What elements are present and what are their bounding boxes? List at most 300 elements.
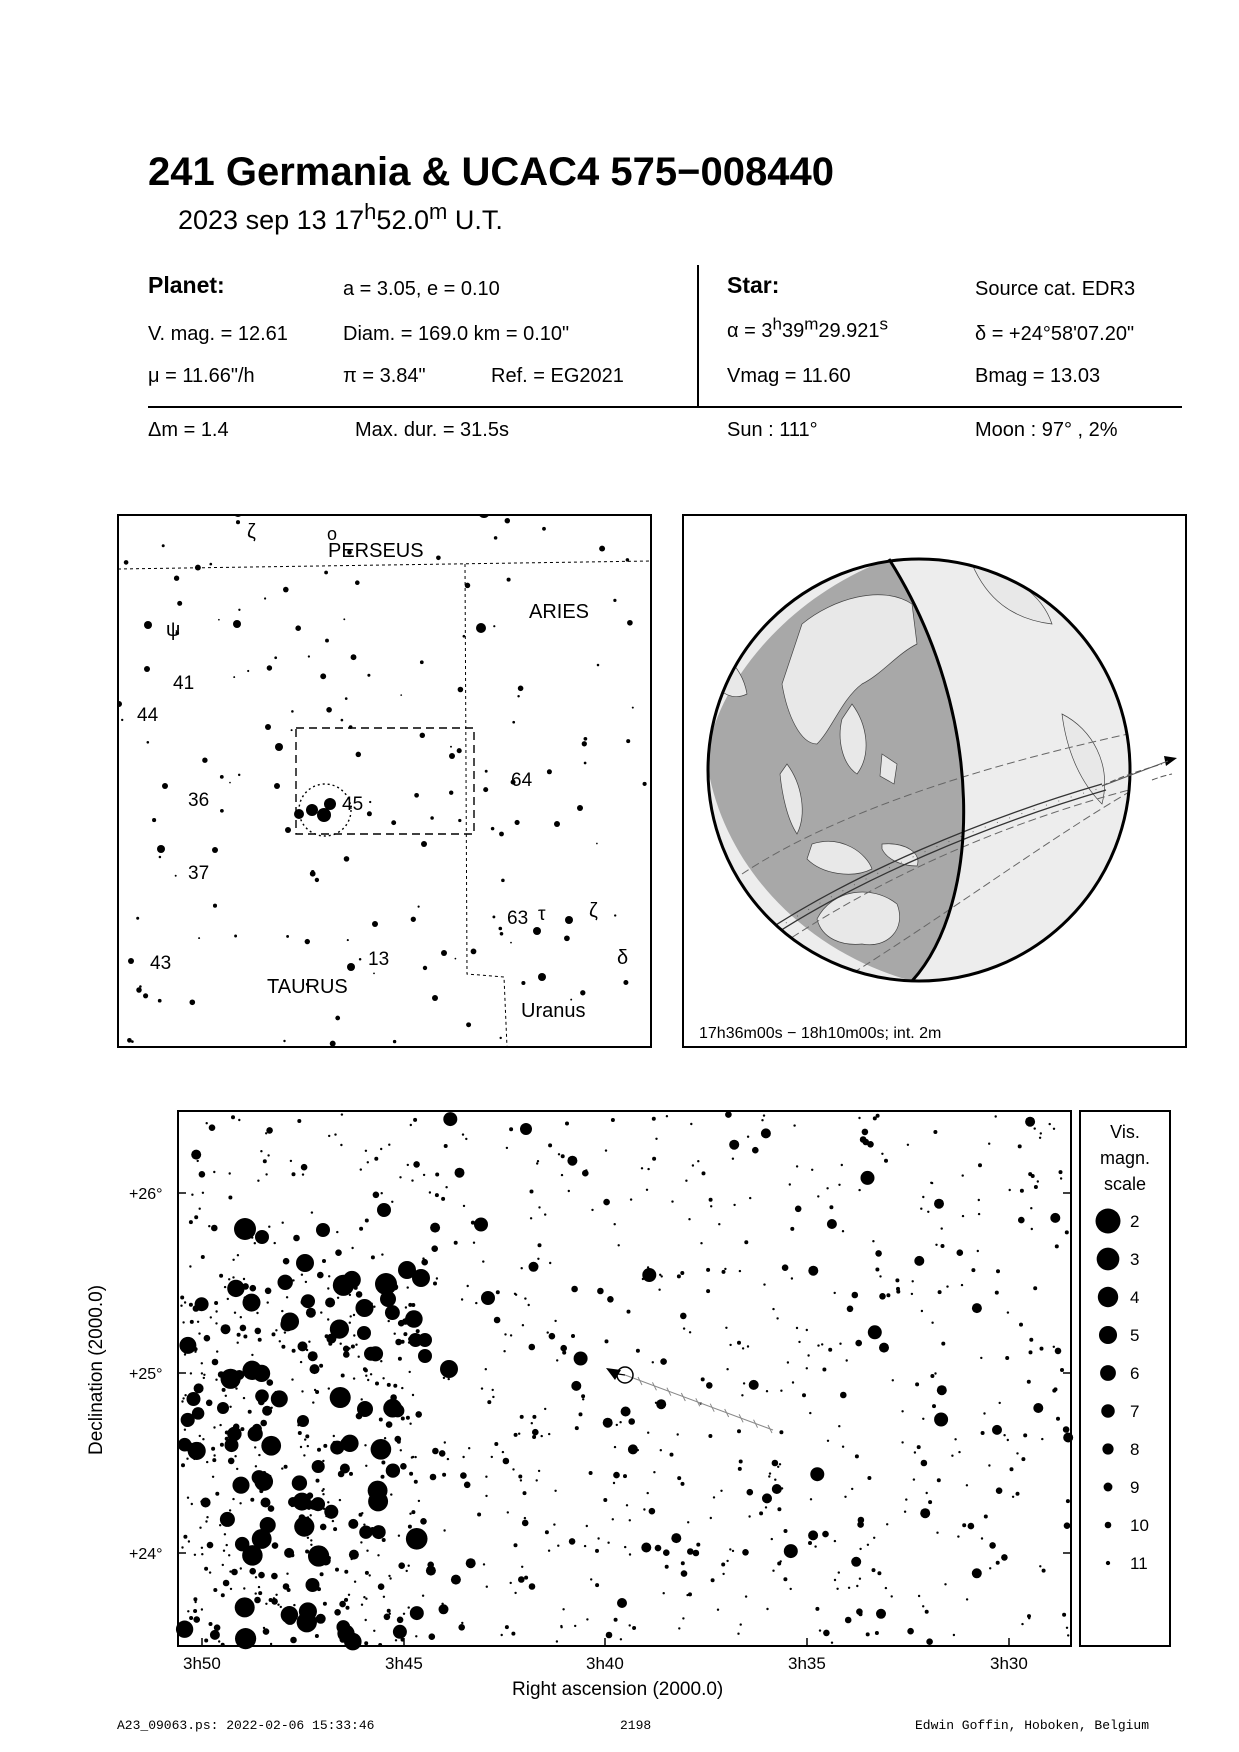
field-star xyxy=(461,1622,463,1624)
field-star xyxy=(272,1332,276,1336)
field-star xyxy=(381,1192,383,1194)
field-star xyxy=(558,1153,560,1155)
field-star xyxy=(867,1476,871,1480)
field-star xyxy=(875,1631,879,1635)
xtick-3h50: 3h50 xyxy=(183,1654,221,1673)
finder-star xyxy=(347,939,349,941)
field-star xyxy=(709,1198,713,1202)
finder-star xyxy=(267,665,272,670)
field-star xyxy=(494,1442,498,1446)
field-star xyxy=(629,1553,631,1555)
planet-parallax: π = 3.84" xyxy=(343,365,426,387)
field-star xyxy=(977,1250,979,1252)
finder-star xyxy=(457,748,462,753)
field-star xyxy=(463,1205,465,1207)
field-star xyxy=(243,1294,261,1312)
field-star xyxy=(443,1377,445,1379)
field-star xyxy=(597,1288,604,1295)
field-star xyxy=(556,1359,558,1361)
finder-star xyxy=(291,710,294,713)
field-star xyxy=(548,1433,550,1435)
field-star xyxy=(619,1421,621,1423)
field-star xyxy=(310,1539,312,1541)
label-aries: ARIES xyxy=(529,601,590,623)
finder-star xyxy=(421,841,427,847)
field-star xyxy=(937,1478,941,1482)
field-star xyxy=(957,1249,964,1256)
field-star xyxy=(409,1513,411,1515)
field-star xyxy=(408,1341,410,1343)
field-star xyxy=(671,1533,681,1543)
field-star xyxy=(579,1412,583,1416)
field-star xyxy=(460,1472,467,1479)
field-star xyxy=(772,1308,774,1310)
field-star xyxy=(304,1438,306,1440)
field-star xyxy=(422,1595,424,1597)
field-star xyxy=(233,1424,240,1431)
field-star xyxy=(444,1441,446,1443)
field-star xyxy=(711,1578,715,1582)
finder-star xyxy=(507,578,511,582)
field-star xyxy=(810,1467,824,1481)
field-star xyxy=(436,1277,438,1279)
field-star xyxy=(225,1437,229,1441)
field-star xyxy=(265,1173,267,1175)
finder-star xyxy=(306,804,318,816)
label-delta: δ xyxy=(617,947,629,969)
field-star xyxy=(198,1332,200,1334)
field-star xyxy=(946,1285,948,1287)
finder-star xyxy=(505,518,510,523)
field-star xyxy=(411,1456,413,1458)
field-star xyxy=(780,1390,782,1392)
finder-star xyxy=(471,949,477,955)
page-title: 241 Germania & UCAC4 575−008440 xyxy=(148,150,834,194)
bright-star xyxy=(412,1269,430,1287)
field-star xyxy=(266,1127,273,1134)
field-star xyxy=(1010,1467,1014,1471)
field-star xyxy=(341,1435,358,1452)
finder-star xyxy=(515,820,520,825)
scale-dot-2 xyxy=(1096,1209,1121,1234)
field-star xyxy=(486,1586,488,1588)
field-star xyxy=(340,1464,350,1474)
finder-star xyxy=(285,827,291,833)
field-star xyxy=(369,1574,371,1576)
field-star xyxy=(492,1389,494,1391)
field-star xyxy=(808,1541,812,1545)
scale-dot-9 xyxy=(1104,1483,1113,1492)
field-star xyxy=(983,1412,985,1414)
field-star xyxy=(821,1343,823,1345)
finder-star xyxy=(538,973,546,981)
field-star xyxy=(595,1549,599,1553)
field-star xyxy=(371,1255,375,1259)
field-star xyxy=(978,1213,980,1215)
field-star xyxy=(367,1379,369,1381)
field-star xyxy=(524,1517,526,1519)
finder-star xyxy=(491,827,495,831)
finder-star xyxy=(347,963,355,971)
field-star xyxy=(544,1213,546,1215)
field-star xyxy=(333,1435,335,1437)
field-star xyxy=(792,1381,794,1383)
field-star xyxy=(917,1445,921,1449)
finder-star xyxy=(162,783,168,789)
field-star xyxy=(743,1382,745,1384)
field-star xyxy=(515,1294,517,1296)
field-star xyxy=(783,1577,787,1581)
field-star xyxy=(538,1206,540,1208)
field-star xyxy=(844,1496,846,1498)
field-star xyxy=(717,1609,719,1611)
field-star xyxy=(184,1442,194,1452)
field-star xyxy=(448,1378,450,1380)
field-star xyxy=(706,1268,710,1272)
field-star xyxy=(194,1554,196,1556)
field-star xyxy=(414,1456,416,1458)
label-64: 64 xyxy=(511,770,533,791)
field-star xyxy=(365,1598,367,1600)
field-star xyxy=(375,1382,379,1386)
field-star xyxy=(1031,1228,1033,1230)
field-star xyxy=(341,1113,343,1115)
finder-star xyxy=(198,937,200,939)
scale-dot-4 xyxy=(1098,1287,1118,1307)
finder-star xyxy=(372,921,378,927)
field-star xyxy=(451,1575,461,1585)
field-star xyxy=(930,1374,934,1378)
scale-dot-3 xyxy=(1097,1248,1120,1271)
field-star xyxy=(307,1537,309,1539)
field-star xyxy=(972,1303,982,1313)
field-star xyxy=(710,1517,712,1519)
field-star xyxy=(447,1458,449,1460)
field-star xyxy=(845,1617,852,1624)
field-star xyxy=(636,1349,640,1353)
field-star xyxy=(190,1320,194,1324)
field-star xyxy=(208,1225,210,1227)
field-star xyxy=(255,1465,257,1467)
field-star xyxy=(316,1479,320,1483)
field-star xyxy=(510,1582,512,1584)
field-star xyxy=(327,1318,329,1320)
field-star xyxy=(243,1587,245,1589)
field-star xyxy=(372,1525,386,1539)
scale-dot-7 xyxy=(1101,1404,1115,1418)
field-star xyxy=(872,1568,876,1572)
field-star xyxy=(363,1596,365,1598)
field-star xyxy=(793,1124,795,1126)
field-star xyxy=(886,1523,888,1525)
field-star xyxy=(628,1444,638,1454)
planet-diameter: Diam. = 169.0 km = 0.10" xyxy=(343,323,570,345)
finder-star xyxy=(234,935,237,938)
field-star xyxy=(278,1275,293,1290)
field-star xyxy=(529,1583,536,1590)
field-star xyxy=(581,1394,585,1398)
finder-star xyxy=(626,739,630,743)
field-star xyxy=(238,1119,240,1121)
field-star xyxy=(532,1435,536,1439)
finder-star xyxy=(483,787,488,792)
finder-star xyxy=(501,879,505,883)
field-star xyxy=(677,1433,679,1435)
finder-star xyxy=(136,987,142,993)
field-star xyxy=(228,1458,235,1465)
xtick-3h45: 3h45 xyxy=(385,1654,423,1673)
field-star xyxy=(779,1430,783,1434)
field-star xyxy=(202,1438,204,1440)
field-star xyxy=(300,1446,302,1448)
bright-star xyxy=(377,1203,391,1217)
aries-boundary xyxy=(465,564,507,1047)
finder-star xyxy=(367,674,370,677)
field-star xyxy=(700,1242,702,1244)
field-star xyxy=(298,1431,302,1435)
field-star xyxy=(992,1425,1002,1435)
field-star xyxy=(876,1609,886,1619)
field-star xyxy=(282,1222,284,1224)
ytick-25: +25° xyxy=(129,1366,163,1383)
field-star xyxy=(742,1549,749,1556)
field-star xyxy=(856,1608,863,1615)
field-star xyxy=(355,1344,357,1346)
scale-title-1: Vis. xyxy=(1110,1122,1140,1142)
field-star xyxy=(971,1268,975,1272)
field-star xyxy=(263,1627,265,1629)
field-star xyxy=(1021,1623,1023,1625)
field-star xyxy=(212,1476,214,1478)
field-star xyxy=(439,1450,446,1457)
field-star xyxy=(398,1562,405,1569)
field-star xyxy=(1027,1380,1031,1384)
field-star xyxy=(240,1427,244,1431)
scale-label-8: 8 xyxy=(1130,1440,1140,1459)
field-star xyxy=(562,1608,564,1610)
field-star xyxy=(322,1493,324,1495)
field-star xyxy=(290,1637,297,1644)
scale-title-2: magn. xyxy=(1099,1148,1151,1168)
field-star xyxy=(181,1546,183,1548)
finder-star xyxy=(212,847,218,853)
field-star xyxy=(855,1454,859,1458)
field-star xyxy=(301,1344,305,1348)
finder-star xyxy=(441,950,447,956)
field-star xyxy=(1028,1617,1030,1619)
field-star xyxy=(262,1406,272,1416)
field-star xyxy=(373,1630,375,1632)
bright-star xyxy=(418,1349,432,1363)
field-star xyxy=(961,1284,963,1286)
field-star xyxy=(1023,1433,1027,1437)
field-star xyxy=(935,1244,937,1246)
field-star xyxy=(413,1311,415,1313)
field-star xyxy=(339,1601,346,1608)
field-star xyxy=(641,1167,643,1169)
field-star xyxy=(310,1364,320,1374)
field-star xyxy=(378,1643,382,1647)
scale-dot-11 xyxy=(1106,1561,1110,1565)
field-star xyxy=(180,1305,182,1307)
field-star xyxy=(520,1415,524,1419)
field-star xyxy=(999,1402,1001,1404)
field-star xyxy=(258,1586,260,1588)
field-star xyxy=(415,1411,422,1418)
field-star xyxy=(221,1593,225,1597)
field-star xyxy=(366,1550,368,1552)
field-star xyxy=(323,1602,327,1606)
field-star xyxy=(207,1542,214,1549)
field-star xyxy=(966,1598,968,1600)
field-star xyxy=(653,1471,655,1473)
finder-star xyxy=(627,620,633,626)
field-star xyxy=(348,1519,358,1529)
field-star xyxy=(365,1619,367,1621)
magnitude-scale xyxy=(1078,1105,1178,1650)
field-star xyxy=(611,1119,613,1121)
field-star xyxy=(228,1554,230,1556)
field-star xyxy=(193,1609,197,1613)
field-star xyxy=(861,1171,875,1185)
field-star xyxy=(984,1515,988,1519)
field-star xyxy=(652,1157,656,1161)
finder-star xyxy=(577,805,583,811)
field-star xyxy=(1007,1439,1009,1441)
field-star xyxy=(191,1150,201,1160)
field-star xyxy=(838,1184,840,1186)
field-star xyxy=(393,1625,407,1639)
field-star xyxy=(641,1543,651,1553)
field-star xyxy=(237,1333,241,1337)
field-star xyxy=(901,1441,903,1443)
field-star xyxy=(681,1482,685,1486)
field-star xyxy=(421,1259,428,1266)
field-star xyxy=(213,1426,215,1428)
field-star xyxy=(859,1578,861,1580)
field-star xyxy=(926,1492,928,1494)
field-star xyxy=(1030,1207,1032,1209)
field-star xyxy=(811,1169,813,1171)
field-star xyxy=(454,1241,458,1245)
field-star xyxy=(290,1553,294,1557)
field-star xyxy=(209,1124,216,1131)
field-star xyxy=(1003,1434,1005,1436)
field-star xyxy=(192,1407,205,1420)
planet-reference: Ref. = EG2021 xyxy=(491,365,624,387)
field-star xyxy=(565,1122,569,1126)
finder-star xyxy=(325,639,329,643)
field-star xyxy=(1062,1613,1066,1617)
label-13: 13 xyxy=(368,949,390,970)
finder-star xyxy=(308,655,310,657)
field-star xyxy=(269,1475,271,1477)
field-star xyxy=(822,1531,829,1538)
field-star xyxy=(281,1467,283,1469)
field-star xyxy=(416,1329,420,1333)
field-star xyxy=(213,1588,217,1592)
globe-panel xyxy=(682,514,1187,1048)
field-star xyxy=(433,1282,437,1286)
finder-star xyxy=(499,927,503,931)
finder-star xyxy=(500,932,504,936)
field-star xyxy=(218,1640,220,1642)
finder-star xyxy=(127,1038,132,1043)
field-star xyxy=(206,1516,208,1518)
field-star xyxy=(211,1447,215,1451)
field-star xyxy=(364,1368,368,1372)
finder-star xyxy=(356,752,361,757)
field-star xyxy=(996,1561,1000,1565)
finder-star xyxy=(614,914,616,916)
field-star xyxy=(972,1568,982,1578)
field-star xyxy=(435,1193,439,1197)
field-star xyxy=(1037,1180,1039,1182)
field-star xyxy=(584,1545,586,1547)
field-star xyxy=(503,1458,510,1465)
field-star xyxy=(343,1351,350,1358)
field-star xyxy=(181,1463,185,1467)
field-star xyxy=(995,1115,997,1117)
field-star xyxy=(199,1208,201,1210)
field-star xyxy=(205,1520,207,1522)
field-star xyxy=(483,1563,485,1565)
finder-star xyxy=(341,719,344,722)
field-star xyxy=(536,1479,538,1481)
field-star xyxy=(934,1199,944,1209)
field-star xyxy=(406,1416,410,1420)
field-star xyxy=(213,1454,215,1456)
field-star xyxy=(737,1633,739,1635)
field-star xyxy=(403,1332,407,1336)
field-star xyxy=(762,1493,772,1503)
max-duration: Max. dur. = 31.5s xyxy=(355,419,509,441)
field-star xyxy=(1055,1244,1059,1248)
scale-label-11: 11 xyxy=(1130,1554,1148,1573)
field-star xyxy=(301,1164,308,1171)
field-star xyxy=(365,1150,367,1152)
field-star xyxy=(397,1440,401,1444)
finder-star xyxy=(324,798,336,810)
field-star xyxy=(681,1570,688,1577)
xtick-3h30: 3h30 xyxy=(990,1654,1028,1673)
field-star xyxy=(761,1128,771,1138)
finder-star xyxy=(596,843,598,845)
field-star xyxy=(374,1157,378,1161)
field-star xyxy=(660,1358,667,1365)
field-star xyxy=(388,1575,390,1577)
field-star xyxy=(237,1342,239,1344)
field-star xyxy=(361,1604,363,1606)
field-star xyxy=(319,1364,323,1368)
field-star xyxy=(655,1138,657,1140)
field-star xyxy=(726,1560,728,1562)
field-star xyxy=(201,1547,203,1549)
field-star xyxy=(692,1164,694,1166)
star-dec: δ = +24°58'07.20" xyxy=(975,323,1135,345)
field-star xyxy=(913,1478,915,1480)
field-star xyxy=(747,1136,749,1138)
finder-star xyxy=(521,981,525,985)
label-taurus: TAURUS xyxy=(267,976,348,998)
field-star xyxy=(1063,1433,1073,1443)
field-star xyxy=(308,1351,318,1361)
star-heading: Star: xyxy=(727,272,780,298)
field-star xyxy=(872,1240,874,1242)
label-perseus: PERSEUS xyxy=(328,540,424,562)
finder-star xyxy=(174,576,179,581)
field-star xyxy=(243,1397,245,1399)
